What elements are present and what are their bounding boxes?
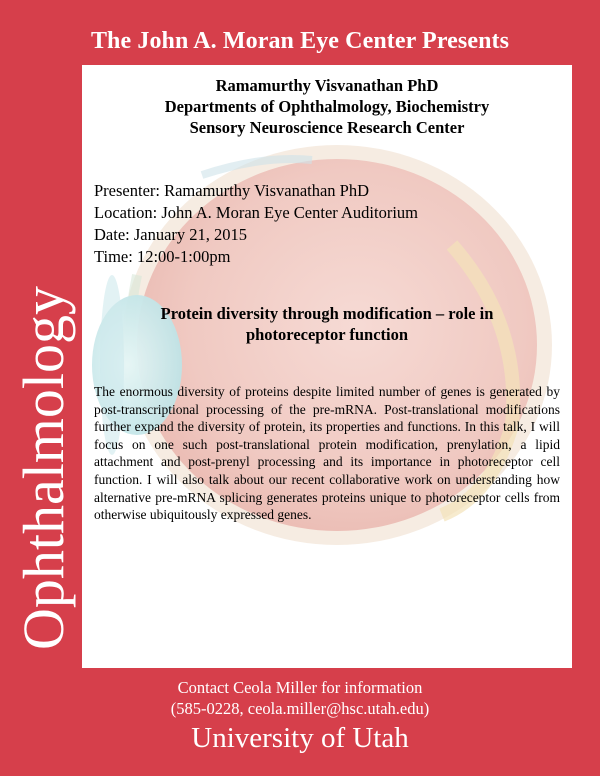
eye-illustration	[82, 65, 572, 668]
talk-title-line1: Protein diversity through modification – role in	[160, 304, 494, 323]
talk-abstract: The enormous diversity of proteins despite limited number of genes is generated by post-transcriptional processing of the pre-mRNA. Post-translational modifications further expand the diversity of protein, its properties and functions. In this talk, I will focus on one such post-translational protein modification, prenylation, a lipid attachment and post-prenyl processing and its importance in photoreceptor cell function. I will also talk about our recent collaborative work on understanding how alternative pre-mRNA splicing generates proteins unique to photoreceptor cells from otherwise ubiquitously expressed genes.	[94, 384, 560, 523]
date-line: Date: January 21, 2015	[94, 225, 248, 244]
side-label-text: Ophthalmology	[11, 285, 76, 651]
talk-title-line2: photoreceptor function	[245, 325, 409, 344]
university-name: University of Utah	[191, 722, 409, 754]
contact-line2: (585-0228, ceola.miller@hsc.utah.edu)	[170, 699, 430, 718]
contact-line1: Contact Ceola Miller for information	[177, 678, 423, 697]
contact-info	[0, 677, 600, 719]
event-details	[94, 180, 418, 268]
content-panel	[82, 65, 572, 668]
talk-title	[102, 303, 552, 345]
speaker-departments: Departments of Ophthalmology, Biochemistry	[164, 97, 490, 116]
speaker-block	[82, 75, 572, 138]
speaker-center: Sensory Neuroscience Research Center	[189, 118, 465, 137]
time-line: Time: 12:00-1:00pm	[94, 247, 231, 266]
presenter-line: Presenter: Ramamurthy Visvanathan PhD	[94, 181, 370, 200]
page-title: The John A. Moran Eye Center Presents	[90, 28, 510, 54]
speaker-name: Ramamurthy Visvanathan PhD	[215, 76, 439, 95]
location-line: Location: John A. Moran Eye Center Auditorium	[94, 203, 418, 222]
